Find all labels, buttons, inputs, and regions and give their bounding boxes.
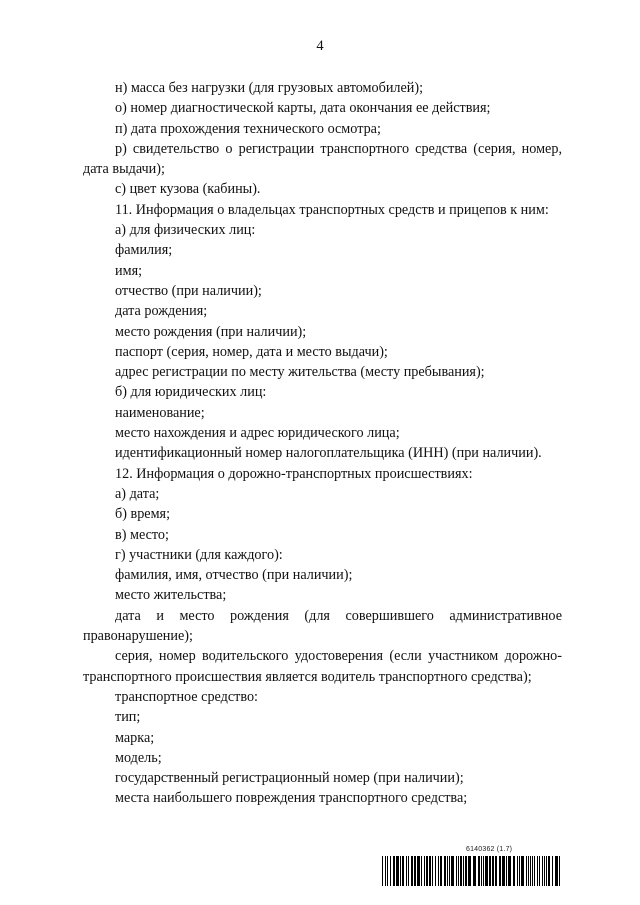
- paragraph: серия, номер водительского удостоверения (если участником дорожно-транспортного происшествия является водитель транспортного средства);: [83, 648, 562, 685]
- barcode-bar: [426, 856, 428, 886]
- barcode-bar: [542, 856, 543, 886]
- barcode-bar: [552, 856, 553, 886]
- paragraph: о) номер диагностической карты, дата окончания ее действия;: [115, 100, 491, 117]
- paragraph: идентификационный номер налогоплательщика (ИНН) (при наличии).: [115, 445, 542, 462]
- barcode-bar: [387, 856, 388, 886]
- barcode-bar: [499, 856, 501, 886]
- barcode-icon: [382, 856, 562, 886]
- barcode-bar: [495, 856, 497, 886]
- paragraph: фамилия;: [115, 242, 173, 259]
- paragraph: тип;: [115, 709, 141, 726]
- paragraph: место рождения (при наличии);: [115, 323, 307, 340]
- paragraph: транспортное средство:: [115, 688, 259, 705]
- barcode-bar: [489, 856, 491, 886]
- barcode-block: [382, 846, 562, 888]
- barcode-bar: [544, 856, 545, 886]
- barcode-bar: [458, 856, 459, 886]
- barcode-bar: [521, 856, 524, 886]
- barcode-label: 6140362 (1.7): [466, 846, 513, 853]
- barcode-bar: [456, 856, 457, 886]
- paragraph: в) место;: [115, 526, 169, 543]
- barcode-bar: [559, 856, 560, 886]
- barcode-bar: [396, 856, 399, 886]
- barcode-bar: [519, 856, 520, 886]
- barcode-bar: [481, 856, 482, 886]
- paragraph: дата и место рождения (для совершившего административное правонарушение);: [83, 607, 562, 645]
- barcode-bar: [400, 856, 401, 886]
- barcode-bar: [411, 856, 413, 886]
- barcode-bar: [546, 856, 547, 886]
- barcode-bar: [532, 856, 533, 886]
- paragraph: фамилия, имя, отчество (при наличии);: [115, 567, 353, 584]
- barcode-bar: [460, 856, 462, 886]
- barcode-bar: [408, 856, 409, 886]
- barcode-bar: [440, 856, 442, 886]
- barcode-bar: [449, 856, 450, 886]
- barcode-bar: [502, 856, 505, 886]
- barcode-bar: [406, 856, 407, 886]
- barcode-bar: [444, 856, 446, 886]
- document-body: [83, 78, 562, 809]
- paragraph: р) свидетельство о регистрации транспортного средства (серия, номер, дата выдачи);: [83, 140, 562, 178]
- paragraph: а) дата;: [115, 485, 160, 502]
- barcode-bar: [555, 856, 558, 886]
- barcode-bar: [385, 856, 386, 886]
- barcode-bar: [438, 856, 439, 886]
- paragraph: государственный регистрационный номер (при наличии);: [115, 770, 464, 787]
- paragraph: г) участники (для каждого):: [115, 546, 283, 563]
- barcode-bar: [539, 856, 540, 886]
- paragraph: 12. Информация о дорожно-транспортных происшествиях:: [115, 465, 473, 482]
- barcode-bar: [526, 856, 527, 886]
- paragraph: паспорт (серия, номер, дата и место выдачи);: [115, 343, 388, 360]
- barcode-bar: [382, 856, 383, 886]
- barcode-bar: [424, 856, 425, 886]
- barcode-bar: [402, 856, 404, 886]
- barcode-bar: [468, 856, 471, 886]
- barcode-bar: [414, 856, 416, 886]
- barcode-bar: [465, 856, 467, 886]
- page-number: 4: [316, 38, 324, 54]
- paragraph: марка;: [115, 729, 155, 746]
- barcode-bar: [508, 856, 511, 886]
- barcode-bar: [528, 856, 529, 886]
- barcode-bar: [478, 856, 480, 886]
- barcode-bar: [421, 856, 422, 886]
- barcode-bar: [393, 856, 395, 886]
- paragraph: наименование;: [115, 404, 205, 421]
- barcode-bar: [473, 856, 476, 886]
- paragraph: имя;: [115, 262, 143, 279]
- barcode-bar: [432, 856, 433, 886]
- barcode-bar: [451, 856, 454, 886]
- paragraph: место нахождения и адрес юридического лица;: [115, 425, 400, 442]
- paragraph: а) для физических лиц:: [115, 222, 256, 239]
- paragraph: адрес регистрации по месту жительства (месту пребывания);: [115, 364, 485, 381]
- paragraph: места наибольшего повреждения транспортного средства;: [115, 790, 468, 807]
- barcode-bar: [429, 856, 431, 886]
- paragraph: б) для юридических лиц:: [115, 384, 267, 401]
- paragraph: н) масса без нагрузки (для грузовых автомобилей);: [115, 80, 424, 96]
- barcode-bar: [485, 856, 488, 886]
- barcode-bar: [447, 856, 448, 886]
- barcode-bar: [417, 856, 420, 886]
- barcode-bar: [530, 856, 531, 886]
- barcode-bar: [517, 856, 518, 886]
- barcode-bar: [483, 856, 484, 886]
- paragraph: б) время;: [115, 506, 171, 523]
- barcode-bar: [463, 856, 464, 886]
- paragraph: 11. Информация о владельцах транспортных средств и прицепов к ним:: [115, 201, 549, 218]
- barcode-bar: [513, 856, 515, 886]
- barcode-bar: [534, 856, 535, 886]
- paragraph: с) цвет кузова (кабины).: [115, 181, 261, 198]
- barcode-bar: [506, 856, 507, 886]
- paragraph: п) дата прохождения технического осмотра;: [115, 120, 381, 137]
- barcode-bar: [537, 856, 538, 886]
- barcode-bar: [435, 856, 436, 886]
- barcode-bar: [492, 856, 494, 886]
- paragraph: модель;: [115, 749, 162, 766]
- paragraph: отчество (при наличии);: [115, 282, 262, 299]
- paragraph: место жительства;: [115, 587, 227, 604]
- barcode-bar: [390, 856, 391, 886]
- barcode-bar: [548, 856, 550, 886]
- paragraph: дата рождения;: [115, 303, 208, 320]
